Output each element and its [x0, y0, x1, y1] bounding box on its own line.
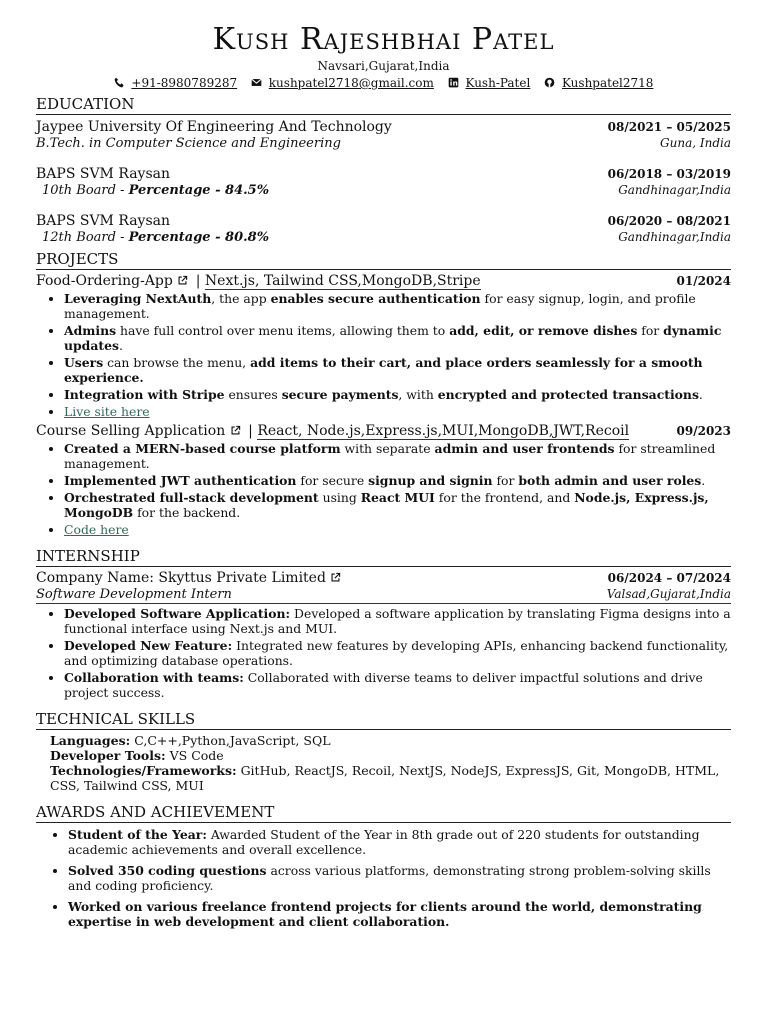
linkedin-link[interactable]: Kush-Patel: [465, 76, 531, 90]
place: Valsad,Gujarat,India: [606, 587, 731, 601]
date-range: 09/2023: [676, 424, 731, 438]
projects-heading: PROJECTS: [36, 250, 731, 270]
list-item: • Solved 350 coding questions across various platforms, demonstrating strong problem-solving skills and coding proficiency.: [68, 863, 731, 893]
skills-value: GitHub, ReactJS, Recoil, NextJS, NodeJS, ExpressJS, Git, MongoDB, HTML, CSS, Tailwind CSS, MUI: [50, 763, 720, 793]
contact-bar: [36, 75, 731, 91]
school-name: Jaypee University Of Engineering And Technology: [36, 119, 392, 135]
list-item: • Users can browse the menu, add items to their cart, and place orders seamlessly for a smooth experience.: [64, 355, 731, 385]
degree: B.Tech. in Computer Science and Engineering: [36, 136, 341, 151]
list-item: • Developed New Feature: Integrated new features by developing APIs, enhancing backend functionality, and optimizing database operations.: [64, 638, 731, 668]
list-item: • Collaboration with teams: Collaborated with diverse teams to deliver impactful solutions and drive project success.: [64, 670, 731, 700]
candidate-location: Navsari,Gujarat,India: [317, 59, 450, 73]
date-range: 06/2018 – 03/2019: [607, 167, 731, 181]
project-tech: Next.js, Tailwind CSS,MongoDB,Stripe: [204, 273, 481, 289]
github-icon: [544, 77, 555, 88]
project-name: Food-Ordering-App: [36, 273, 173, 289]
date-range: 06/2020 – 08/2021: [607, 214, 731, 228]
place: Gandhinagar,India: [618, 183, 731, 197]
candidate-name: Kush Rajeshbhai Patel: [212, 22, 555, 57]
project-entry: Course Selling Application | React, Node.js,Express.js,MUI,MongoDB,JWT,Recoil 09/2023 • Created a MERN-based course platform with separate admin and user frontends for streamlined management. • Implemented JWT authentication for secure signup and signin for both admin and user roles. • Orchestrated full-stack development using React MUI for the frontend, and Node.js, Express.js, MongoDB for the backend. • Code here: [36, 423, 731, 537]
list-item: • Created a MERN-based course platform with separate admin and user frontends for streamlined management.: [64, 441, 731, 471]
education-entry: [36, 119, 731, 152]
internship-heading: INTERNSHIP: [36, 547, 731, 567]
skills-value: VS Code: [165, 748, 224, 763]
project-entry: Food-Ordering-App | Next.js, Tailwind CSS,MongoDB,Stripe 01/2024 • Leveraging NextAuth, the app enables secure authentication for easy signup, login, and profile management. • Admins have full control over menu items, allowing them to add, edit, or remove dishes for dynamic updates. • Users can browse the menu, add items to their cart, and place orders seamlessly for a smooth experience. • Integration with Stripe ensures secure payments, with encrypted and protected transactions. • Live site here: [36, 273, 731, 419]
school-name: BAPS SVM Raysan: [36, 166, 171, 182]
place: Guna, India: [660, 136, 731, 150]
role: Software Development Intern: [36, 587, 232, 602]
degree: 12th Board -: [42, 230, 129, 245]
code-link[interactable]: Code here: [64, 522, 129, 537]
external-link-icon[interactable]: [177, 275, 188, 286]
live-site-link[interactable]: Live site here: [64, 404, 150, 419]
phone-link[interactable]: +91-8980789287: [131, 76, 238, 90]
skills-value: C,C++,Python,JavaScript, SQL: [130, 733, 331, 748]
percentage: Percentage - 84.5%: [128, 183, 270, 198]
github-link[interactable]: Kushpatel2718: [561, 76, 654, 90]
skills-label: Developer Tools:: [50, 748, 166, 763]
list-item: • Orchestrated full-stack development using React MUI for the frontend, and Node.js, Express.js, MongoDB for the backend.: [64, 490, 731, 520]
date-range: 01/2024: [676, 274, 731, 288]
date-range: 06/2024 – 07/2024: [607, 571, 731, 585]
percentage: Percentage - 80.8%: [128, 230, 270, 245]
list-item: • Developed Software Application: Developed a software application by translating Figma designs into a functional interface using Next.js and MUI.: [64, 606, 731, 636]
project-name: Course Selling Application: [36, 423, 226, 439]
list-item: • Integration with Stripe ensures secure payments, with encrypted and protected transactions.: [64, 387, 731, 402]
education-entry: [36, 166, 731, 199]
skills-heading: TECHNICAL SKILLS: [36, 710, 731, 730]
degree: 10th Board -: [42, 183, 129, 198]
envelope-icon: [251, 77, 262, 88]
email-link[interactable]: kushpatel2718@gmail.com: [268, 76, 434, 90]
list-item: • Student of the Year: Awarded Student of the Year in 8th grade out of 220 students for outstanding academic achievements and overall excellence.: [68, 827, 731, 857]
company-name: Company Name: Skyttus Private Limited: [36, 570, 326, 586]
project-tech: React, Node.js,Express.js,MUI,MongoDB,JWT,Recoil: [257, 423, 630, 439]
date-range: 08/2021 – 05/2025: [607, 120, 731, 134]
list-item: • Worked on various freelance frontend projects for clients around the world, demonstrating expertise in web development and client collaboration.: [68, 899, 731, 929]
list-item: • Leveraging NextAuth, the app enables secure authentication for easy signup, login, and profile management.: [64, 291, 731, 321]
education-heading: EDUCATION: [36, 95, 731, 115]
awards-heading: AWARDS AND ACHIEVEMENT: [36, 803, 731, 823]
school-name: BAPS SVM Raysan: [36, 213, 171, 229]
education-entry: [36, 213, 731, 246]
resume-page: [36, 22, 731, 935]
linkedin-icon: [448, 77, 459, 88]
phone-icon: [114, 77, 125, 88]
place: Gandhinagar,India: [618, 230, 731, 244]
internship-entry: [36, 570, 731, 700]
list-item: • Implemented JWT authentication for secure signup and signin for both admin and user roles.: [64, 473, 731, 488]
skills-label: Technologies/Frameworks:: [50, 763, 237, 778]
list-item: [64, 404, 731, 419]
list-item: [64, 522, 731, 537]
skills-block: [36, 733, 731, 793]
external-link-icon[interactable]: [330, 572, 341, 583]
external-link-icon[interactable]: [230, 425, 241, 436]
skills-label: Languages:: [50, 733, 131, 748]
list-item: • Admins have full control over menu items, allowing them to add, edit, or remove dishes for dynamic updates.: [64, 323, 731, 353]
